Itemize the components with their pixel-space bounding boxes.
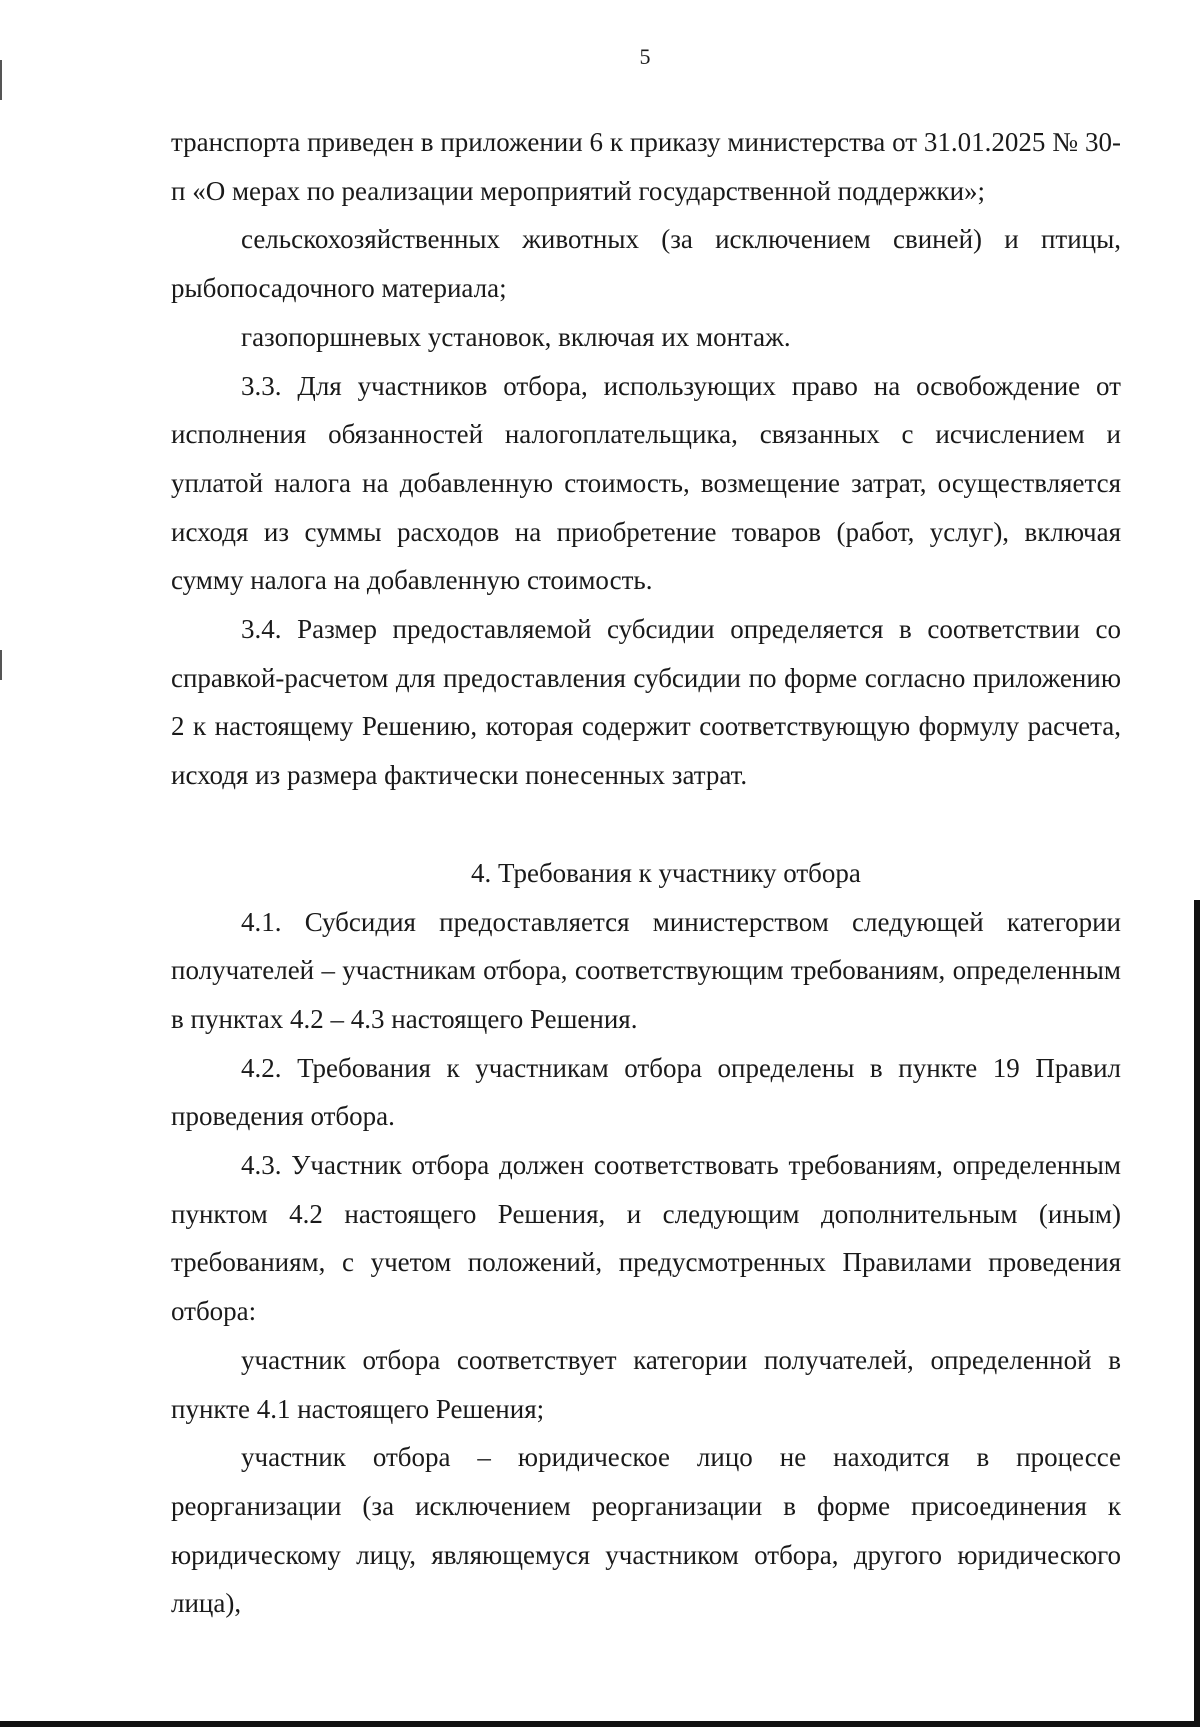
scan-edge-mark [0,650,2,680]
paragraph: 3.4. Размер предоставляемой субсидии определяется в соответствии со справкой-расчетом для предоставления субсидии по форме согласно приложению 2 к настоящему Решению, которая содержит соответствующую формулу расчета, исходя из размера фактически понесенных затрат. [171,614,1121,791]
paragraph: участник отбора – юридическое лицо не находится в процессе реорганизации (за исключением реорганизации в форме присоединения к юридическому лицу, являющемуся участником отбора, другого юридического лица), [171,1442,1121,1619]
scan-edge-mark [0,60,2,100]
scan-edge-bottom [0,1721,1200,1727]
paragraph: участник отбора соответствует категории получателей, определенной в пункте 4.1 настоящего Решения; [171,1344,1121,1424]
section-heading: 4. Требования к участнику отбора [471,857,861,888]
paragraph: 4.2. Требования к участникам отбора определены в пункте 19 Правил проведения отбора. [171,1052,1121,1132]
paragraph: 4.1. Субсидия предоставляется министерством следующей категории получателей – участникам отбора, соответствующим требованиям, определенным в пунктах 4.2 – 4.3 настоящего Решения. [171,906,1121,1034]
paragraph: 4.3. Участник отбора должен соответствовать требованиям, определенным пунктом 4.2 настоящего Решения, и следующим дополнительным (иным) требованиям, с учетом положений, предусмотренных Правилами проведения отбора: [171,1150,1121,1327]
paragraph: сельскохозяйственных животных (за исключением свиней) и птицы, рыбопосадочного материала; [171,224,1121,304]
paragraph: транспорта приведен в приложении 6 к приказу министерства от 31.01.2025 № 30-п «О мерах по реализации мероприятий государственной поддержки»; [171,127,1121,206]
paragraph: газопоршневых установок, включая их монтаж. [241,321,791,352]
document-body [171,118,1121,1628]
page-number: 5 [639,44,651,69]
paragraph: 3.3. Для участников отбора, использующих право на освобождение от исполнения обязанностей налогоплательщика, связанных с исчислением и уплатой налога на добавленную стоимость, возмещение затрат, осуществляется исходя из суммы расходов на приобретение товаров (работ, услуг), включая сумму налога на добавленную стоимость. [171,370,1121,596]
scan-edge-right [1194,900,1200,1727]
